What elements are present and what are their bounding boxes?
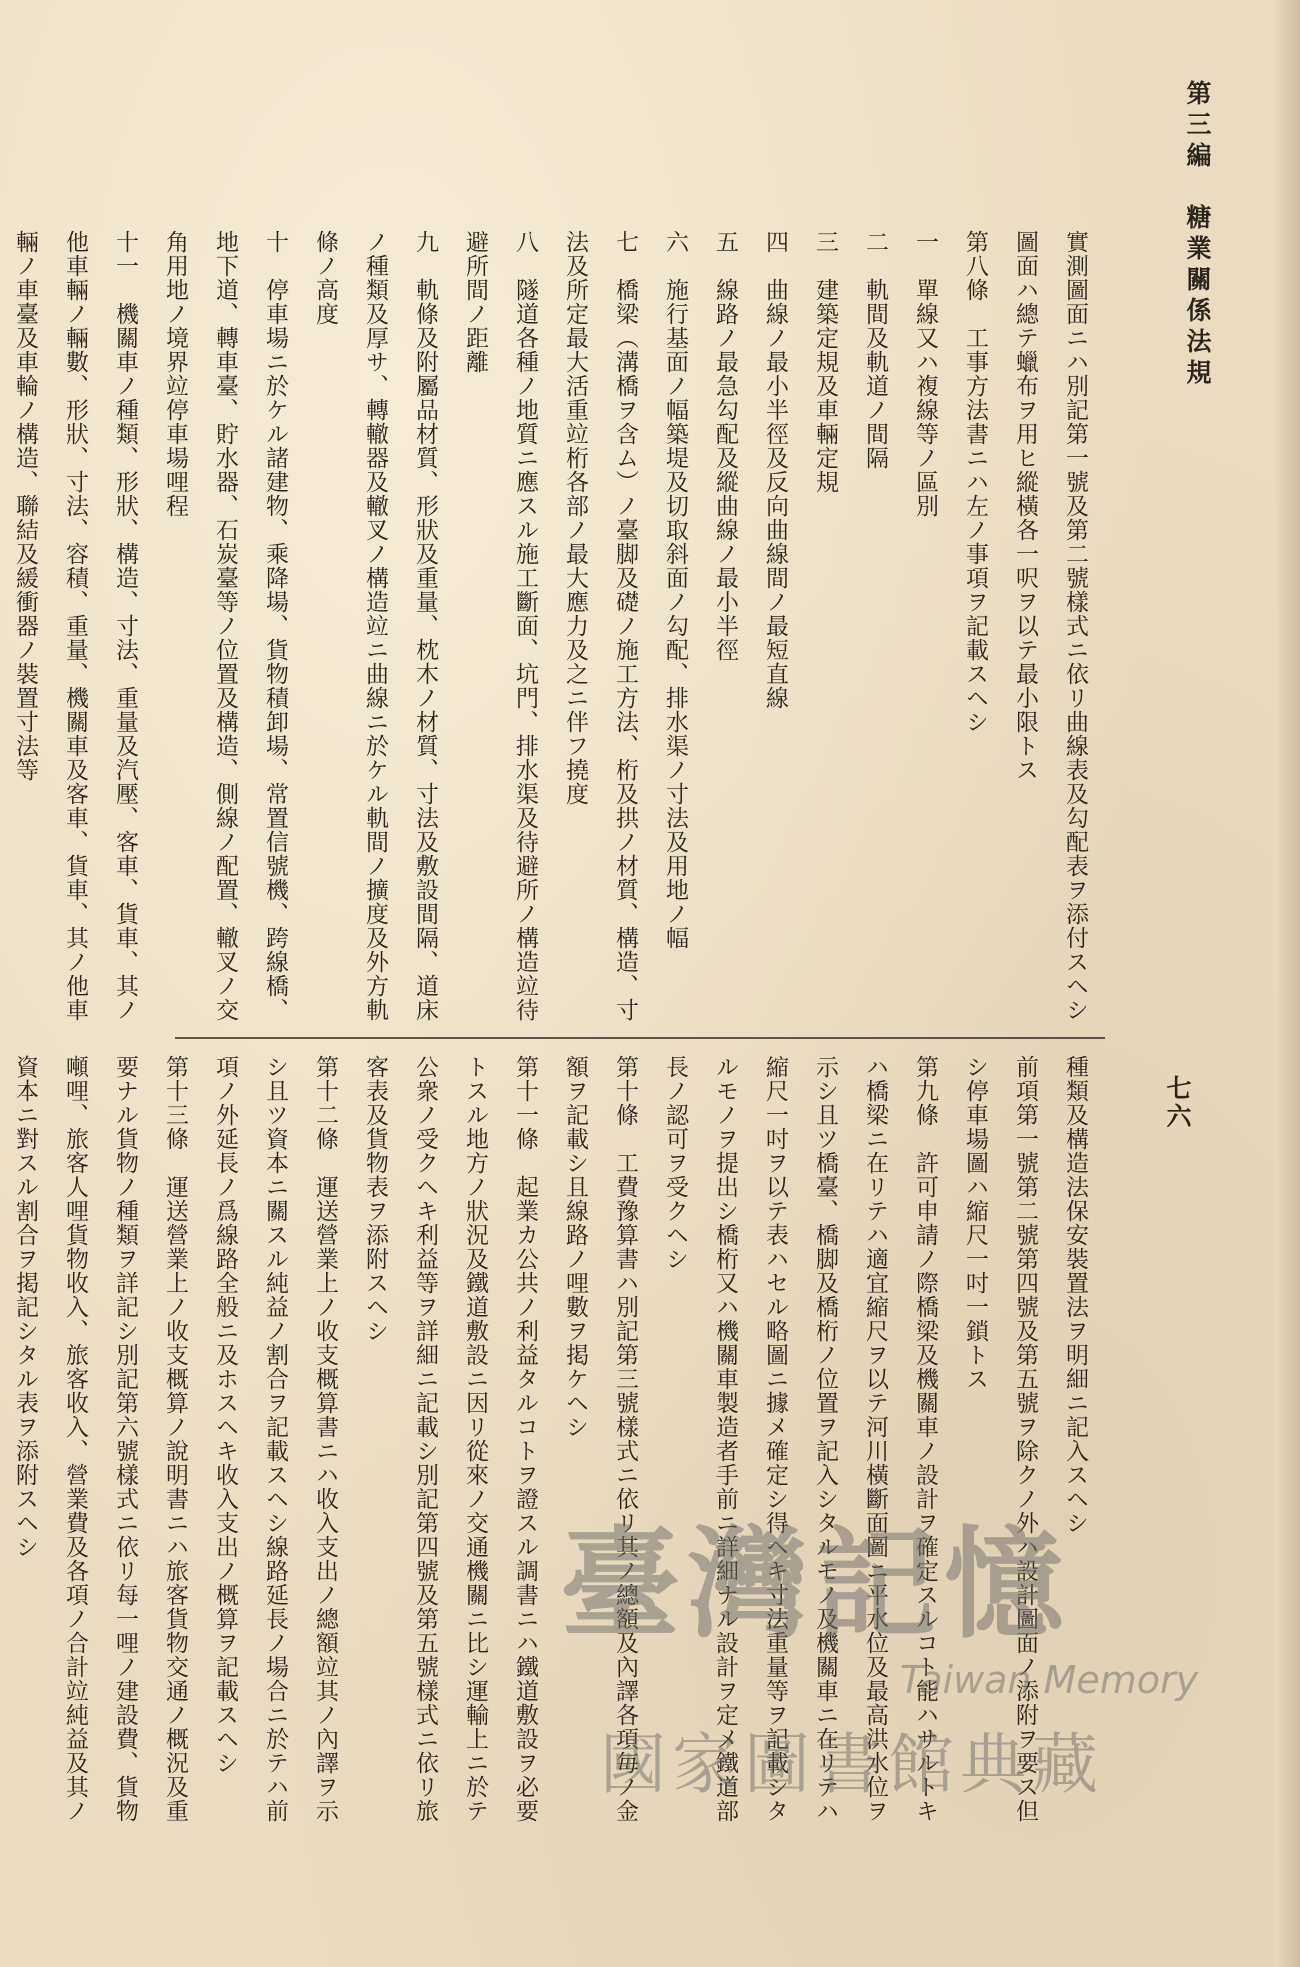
watermark-organization: 國家圖書館典藏 [600, 1726, 1104, 1803]
list-item: 九 軌條及附屬品材質、形狀及重量、枕木ノ材質、寸法及敷設間隔、道床ノ種類及厚サ、轉轍器及轍叉ノ構造竝ニ曲線ニ於ケル軌間ノ擴度及外方軌條ノ高度 [312, 230, 438, 1022]
text-line: 圖面ハ總テ蠟布ヲ用ヒ縱橫各一呎ヲ以テ最小限トス [1012, 230, 1038, 782]
text-line: 前項第一號第二號第四號及第五號ヲ除クノ外ハ設計圖面ノ添附ヲ要ス但シ停車場圖ハ縮尺一吋一鎖トス [962, 1055, 1038, 1823]
upper-text-block [12, 230, 1100, 1030]
list-item: 五 線路ノ最急勾配及縱曲線ノ最小半徑 [712, 230, 738, 662]
article-10: 第十條 工費豫算書ハ別記第三號樣式ニ依リ其ノ總額及內譯各項毎ノ金額ヲ記載シ且線路ノ哩數ヲ掲ケヘシ [562, 1055, 638, 1823]
list-item: 二 軌間及軌道ノ間隔 [862, 230, 888, 470]
list-item: 四 曲線ノ最小半徑及反向曲線間ノ最短直線 [762, 230, 788, 710]
list-item: 七 橋梁（溝橋ヲ含ム）ノ臺脚及礎ノ施工方法、桁及拱ノ材質、構造、寸法及所定最大活重竝桁各部ノ最大應力及之ニ伴フ撓度 [562, 230, 638, 1022]
running-header-title: 第三編 糖業關係法規 [1183, 80, 1212, 390]
section-divider [175, 1037, 1105, 1039]
list-item: 一 單線又ハ複線等ノ區別 [912, 230, 938, 518]
article-13: 第十三條 運送營業上ノ收支概算ノ說明書ニハ旅客貨物交通ノ概況及重要ナル貨物ノ種類ヲ詳記シ別記第六號樣式ニ依リ每一哩ノ建設費、貨物噸哩、旅客人哩貨物收入、旅客收入、營業費及各項ノ合計竝純益及其ノ資本ニ對スル割合ヲ掲記シタル表ヲ添附スヘシ [12, 1055, 188, 1823]
article-9: 第九條 許可申請ノ際橋梁及機關車ノ設計ヲ確定スルコト能ハサルトキハ橋梁ニ在リテハ適宜縮尺ヲ以テ河川橫斷面圖ニ平水位及最高洪水位ヲ示シ且ツ橋臺、橋脚及橋桁ノ位置ヲ記入シタルモノ及機關車ニ在リテハ縮尺一吋ヲ以テ表ハセル略圖ニ據メ確定シ得ヘキ寸法重量等ヲ記載シタルモノヲ提出シ橋桁又ハ機關車製造者手前ニ詳細ナル設計ヲ定メ鐵道部長ノ認可ヲ受クヘシ [662, 1055, 938, 1823]
list-item: 十一 機關車ノ種類、形狀、構造、寸法、重量及汽壓、客車、貨車、其ノ他車輛ノ輛數、形狀、寸法、容積、重量、機關車及客車、貨車、其ノ他車輛ノ車臺及車輪ノ構造、聯結及緩衝器ノ裝置寸法等 [12, 230, 138, 1022]
list-item: 三 建築定規及車輛定規 [812, 230, 838, 494]
list-item: 十 停車場ニ於ケル諸建物、乘降場、貨物積卸場、常置信號機、跨線橋、地下道、轉車臺、貯水器、石炭臺等ノ位置及構造、側線ノ配置、轍叉ノ交角用地ノ境界竝停車場哩程 [162, 230, 288, 1022]
article-8-heading: 第八條 工事方法書ニハ左ノ事項ヲ記載スヘシ [962, 230, 988, 734]
page-number: 七六 [1163, 1075, 1192, 1131]
article-12: 第十二條 運送營業上ノ收支概算書ニハ收入支出ノ總額竝其ノ內譯ヲ示シ且ツ資本ニ關スル純益ノ割合ヲ記載スヘシ線路延長ノ場合ニ於テハ前項ノ外延長ノ爲線路全般ニ及ホスヘキ收入支出ノ概算ヲ記載スヘシ [212, 1055, 338, 1823]
list-item: 六 施行基面ノ幅築堤及切取斜面ノ勾配、排水渠ノ寸法及用地ノ幅 [662, 230, 688, 950]
watermark-logo: 臺灣記憶 [560, 1514, 1072, 1655]
text-line: 實測圖面ニハ別記第一號及第二號樣式ニ依リ曲線表及勾配表ヲ添付スヘシ [1062, 230, 1088, 1022]
article-11: 第十一條 起業カ公共ノ利益タルコトヲ證スル調書ニハ鐵道敷設ヲ必要トスル地方ノ狀況及鐵道敷設ニ因リ從來ノ交通機關ニ比シ運輸上ニ於テ公衆ノ受クヘキ利益等ヲ詳細ニ記載シ別記第四號及第五號樣式ニ依リ旅客表及貨物表ヲ添附スヘシ [362, 1055, 538, 1823]
page-binding-edge [1274, 0, 1300, 1967]
lower-text-block [12, 1055, 1100, 1845]
text-line: 種類及構造法保安裝置法ヲ明細ニ記入スヘシ [1062, 1055, 1088, 1535]
watermark-subtitle: Taiwan Memory [900, 1658, 1199, 1702]
list-item: 八 隧道各種ノ地質ニ應スル施工斷面、坑門、排水渠及待避所ノ構造竝待避所間ノ距離 [462, 230, 538, 1022]
